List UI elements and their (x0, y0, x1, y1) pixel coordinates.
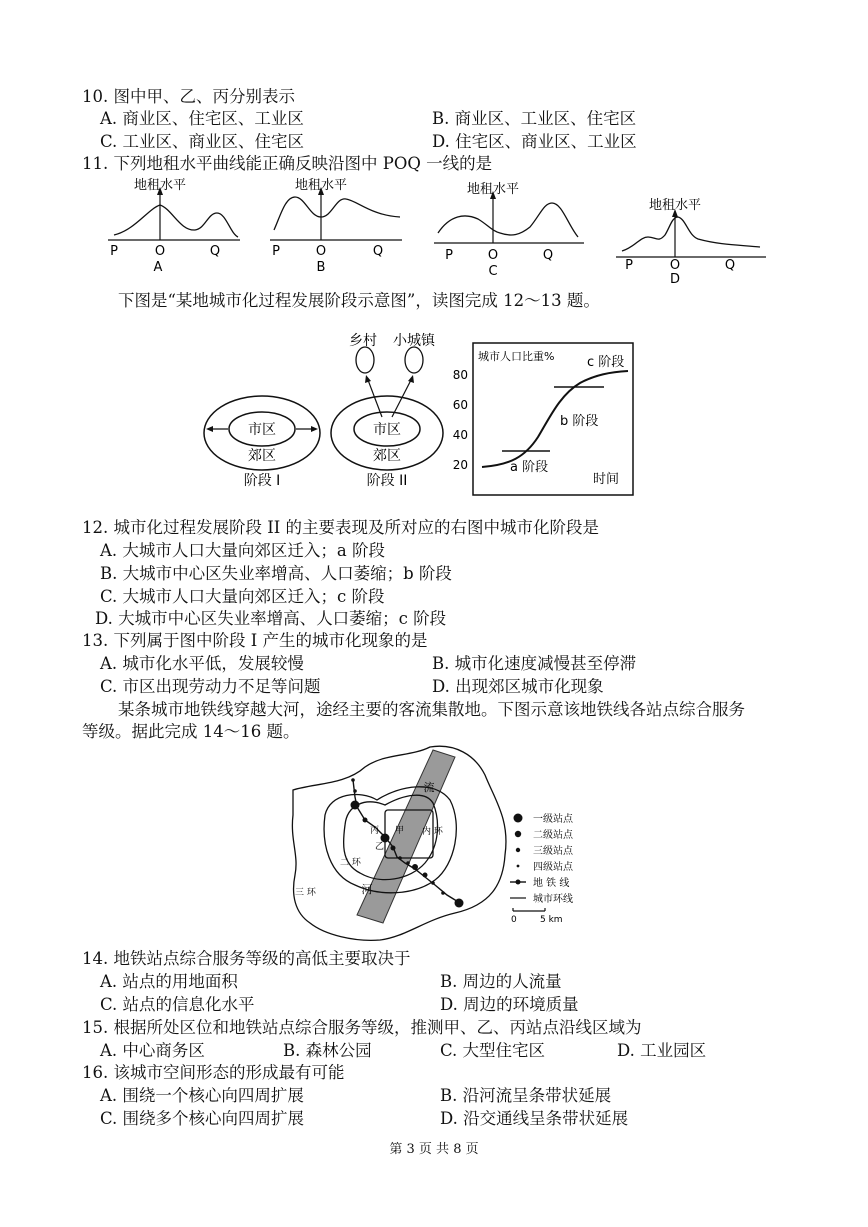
q15-stem: 15. 根据所处区位和地铁站点综合服务等级，推测甲、乙、丙站点沿线区域为 (82, 1018, 642, 1037)
time-label: 时间 (593, 472, 620, 487)
q13-option-a: A. 城市化水平低，发展较慢 (100, 654, 304, 673)
urbanization-figure (200, 325, 650, 500)
intro-14-16-line1: 某条城市地铁线穿越大河，途经主要的客流集散地。下图示意该地铁线各站点综合服务 (118, 700, 745, 719)
q13-option-c: C. 市区出现劳动力不足等问题 (100, 677, 321, 696)
q14-stem: 14. 地铁站点综合服务等级的高低主要取决于 (82, 949, 411, 968)
q11-b-q: Q (372, 244, 384, 259)
ytick-60: 60 (452, 398, 468, 412)
scale-zero: 0 (511, 915, 517, 925)
q11-c-q: Q (542, 248, 554, 263)
page-footer: 第 3 页 共 8 页 (389, 1142, 479, 1157)
q11-c-o: O (487, 248, 499, 263)
legend-level1: 一级站点 (533, 814, 573, 825)
legend-level4: 四级站点 (533, 862, 573, 873)
ytick-40: 40 (452, 428, 468, 442)
q16-option-d: D. 沿交通线呈条带状延展 (440, 1109, 629, 1128)
river-label-2: 河 (361, 883, 373, 896)
q11-b-o: O (315, 244, 327, 259)
q14-option-b: B. 周边的人流量 (440, 972, 562, 991)
station-bing: 丙 (370, 826, 380, 836)
stage-c-label: c 阶段 (587, 355, 625, 370)
third-ring-label: 三 环 (295, 888, 316, 898)
town-label: 小城镇 (393, 333, 435, 349)
q15-option-c: C. 大型住宅区 (440, 1041, 546, 1060)
ytick-80: 80 (452, 368, 468, 382)
intro-14-16-line2: 等级。据此完成 14～16 题。 (82, 722, 300, 741)
q11-a-ylabel: 地租水平 (133, 178, 187, 193)
q16-option-c: C. 围绕多个核心向四周扩展 (100, 1109, 305, 1128)
village-label: 乡村 (349, 333, 377, 349)
q10-option-c: C. 工业区、商业区、住宅区 (100, 132, 305, 151)
q11-a-p: P (110, 244, 118, 259)
q16-option-b: B. 沿河流呈条带状延展 (440, 1086, 612, 1105)
ytick-20: 20 (452, 458, 468, 472)
stage2-suburb: 郊区 (373, 448, 401, 464)
legend-ring: 城市环线 (533, 894, 573, 905)
scale-five: 5 km (540, 915, 563, 925)
q11-d-q: Q (724, 258, 736, 273)
legend-level3: 三级站点 (533, 846, 573, 857)
q11-a-q: Q (209, 244, 221, 259)
q12-option-d: D. 大城市中心区失业率增高、人口萎缩；c 阶段 (95, 609, 447, 628)
q11-b-ylabel: 地租水平 (294, 178, 348, 193)
q13-option-d: D. 出现郊区城市化现象 (432, 677, 604, 696)
q10-option-a: A. 商业区、住宅区、工业区 (100, 109, 304, 128)
station-yi: 乙 (375, 842, 385, 852)
q15-option-a: A. 中心商务区 (100, 1041, 205, 1060)
stage-a-label: a 阶段 (510, 460, 549, 475)
q10-option-d: D. 住宅区、商业区、工业区 (432, 132, 637, 151)
stage2-city: 市区 (373, 422, 401, 438)
q11-d-p: P (625, 258, 633, 273)
q11-a-letter: A (153, 260, 163, 275)
q11-chart-c (434, 181, 584, 279)
q11-charts (100, 175, 780, 290)
stage-2-diagram (331, 332, 443, 489)
q11-chart-a (108, 177, 240, 275)
metro-map (285, 745, 615, 945)
q15-option-b: B. 森林公园 (283, 1041, 372, 1060)
legend-level2: 二级站点 (533, 830, 573, 841)
q11-d-o: O (669, 258, 681, 273)
q12-option-b: B. 大城市中心区失业率增高、人口萎缩；b 阶段 (100, 564, 452, 583)
q11-stem: 11. 下列地租水平曲线能正确反映沿图中 POQ 一线的是 (82, 154, 493, 173)
inner-ring-label: 内 环 (422, 827, 443, 837)
q11-c-ylabel: 地租水平 (466, 182, 520, 197)
q11-c-p: P (445, 248, 453, 263)
q11-chart-b (270, 177, 402, 275)
intro-12-13: 下图是“某地城市化过程发展阶段示意图”，读图完成 12～13 题。 (118, 291, 600, 310)
q12-stem: 12. 城市化过程发展阶段 II 的主要表现及所对应的右图中城市化阶段是 (82, 518, 600, 537)
q13-stem: 13. 下列属于图中阶段 I 产生的城市化现象的是 (82, 631, 428, 650)
q15-option-d: D. 工业园区 (617, 1041, 707, 1060)
q12-option-c: C. 大城市人口大量向郊区迁入；c 阶段 (100, 587, 385, 606)
map-legend (510, 812, 574, 925)
stage-1-diagram (204, 396, 320, 489)
q16-stem: 16. 该城市空间形态的形成最有可能 (82, 1063, 345, 1082)
q14-option-c: C. 站点的信息化水平 (100, 995, 255, 1014)
stage-b-label: b 阶段 (560, 414, 599, 429)
q14-option-d: D. 周边的环境质量 (440, 995, 579, 1014)
q10-stem: 10. 图中甲、乙、丙分别表示 (82, 87, 295, 106)
river-label: 流 (423, 781, 435, 794)
stage1-label: 阶段 I (243, 473, 281, 489)
stage2-label: 阶段 II (366, 473, 408, 489)
q13-option-b: B. 城市化速度减慢甚至停滞 (432, 654, 637, 673)
stage1-city: 市区 (248, 422, 276, 438)
q11-d-ylabel: 地租水平 (648, 198, 702, 213)
q11-c-letter: C (488, 264, 498, 279)
legend-metro: 地 铁 线 (533, 878, 570, 889)
q16-option-a: A. 围绕一个核心向四周扩展 (100, 1086, 304, 1105)
q11-chart-d (616, 197, 766, 287)
q11-b-letter: B (316, 260, 326, 275)
second-ring-label: 二 环 (340, 858, 361, 868)
q11-b-p: P (272, 244, 280, 259)
q14-option-a: A. 站点的用地面积 (100, 972, 238, 991)
urbanization-curve-graph (453, 343, 633, 495)
q12-option-a: A. 大城市人口大量向郊区迁入；a 阶段 (100, 541, 385, 560)
q11-d-letter: D (669, 272, 681, 287)
station-jia: 甲 (395, 826, 405, 836)
stage1-suburb: 郊区 (248, 448, 276, 464)
graph-title: 城市人口比重% (478, 350, 555, 363)
q10-option-b: B. 商业区、工业区、住宅区 (432, 109, 637, 128)
q11-a-o: O (154, 244, 166, 259)
